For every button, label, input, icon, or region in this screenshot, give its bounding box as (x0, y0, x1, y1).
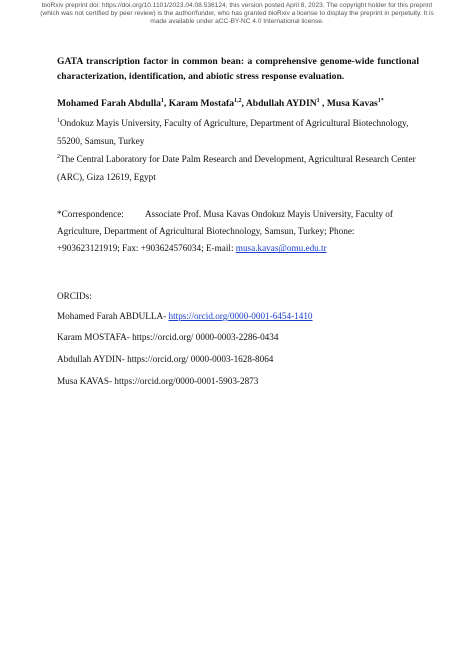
banner-line-1: bioRxiv preprint doi: https://doi.org/10.1101/2023.04.08.536124; this version posted April 8, 2023. The copyright holder for this preprint (41, 2, 433, 9)
author-name: Mohamed Farah Abdulla (57, 98, 161, 109)
orcid-author: Karam MOSTAFA- (57, 332, 133, 342)
banner-line-3 (20, 18, 454, 26)
orcids-heading: ORCIDs: (57, 291, 92, 301)
orcid-link[interactable]: https://orcid.org/0000-0001-6454-1410 (168, 311, 313, 321)
affiliation-text: The Central Laboratory for Date Palm Research and Development, Agricultural Research Center (ARC), Giza 12619, Egypt (57, 154, 416, 182)
orcid-author: Musa KAVAS- (57, 376, 115, 386)
author-separator: , (163, 98, 169, 109)
author-separator: , (241, 98, 246, 109)
orcid-entry (57, 331, 437, 343)
affiliation-2 (57, 150, 419, 186)
orcid-entry (57, 353, 437, 365)
correspondence-label: *Correspondence: (57, 209, 124, 219)
author-affiliation-marker: 1 (316, 97, 320, 104)
email-link[interactable]: musa.kavas@omu.edu.tr (235, 243, 327, 254)
orcid-url: https://orcid.org/ 0000-0003-1628-8064 (127, 354, 274, 364)
affiliation-marker: 2 (57, 153, 60, 160)
orcid-author: Mohamed Farah ABDULLA- (57, 311, 169, 321)
author-name: Musa Kavas (326, 98, 378, 109)
author-affiliation-marker: 1,2 (234, 97, 242, 104)
orcid-entry (57, 375, 437, 387)
license-link[interactable]: CC-BY-NC 4.0 International license (218, 18, 322, 25)
affiliation-text: Ondokuz Mayis University, Faculty of Agriculture, Department of Agricultural Biotechnology, 55200, Samsun, Turkey (57, 118, 409, 146)
paper-title: GATA transcription factor in common bean: a comprehensive genome-wide functional characterization, identification, and abiotic stress response evaluation. (57, 56, 419, 82)
orcid-author: Abdullah AYDIN- (57, 354, 128, 364)
orcid-url: https://orcid.org/0000-0001-5903-2873 (114, 376, 259, 386)
correspondence-text: Associate Prof. Musa Kavas Ondokuz Mayis University, Faculty of Agriculture, Department of Agricultural Biotechnology, Samsun, Turkey; Phone: +903623121919; Fax: +903624576034; E-mail: (57, 209, 393, 254)
banner-line-3-suffix: . (321, 18, 324, 25)
affiliation-1 (57, 114, 419, 150)
author-name: Karam Mostafa (168, 98, 235, 109)
correspondence (57, 206, 419, 258)
author-affiliation-marker: 1* (377, 97, 384, 104)
author-name: Abdullah AYDIN (245, 98, 317, 109)
banner-line-2: (which was not certified by peer review) is the author/funder, who has granted bioRxiv a license to display the preprint in perpetuity. It is (40, 10, 434, 17)
affiliation-marker: 1 (57, 117, 60, 124)
preprint-banner (20, 2, 454, 26)
author-separator: , (319, 98, 327, 109)
orcid-url: https://orcid.org/ 0000-0003-2286-0434 (132, 332, 279, 342)
author-list (57, 97, 419, 110)
orcid-entry (57, 310, 437, 322)
author-affiliation-marker: 1 (160, 97, 164, 104)
banner-line-3-prefix: made available under a (150, 18, 219, 25)
